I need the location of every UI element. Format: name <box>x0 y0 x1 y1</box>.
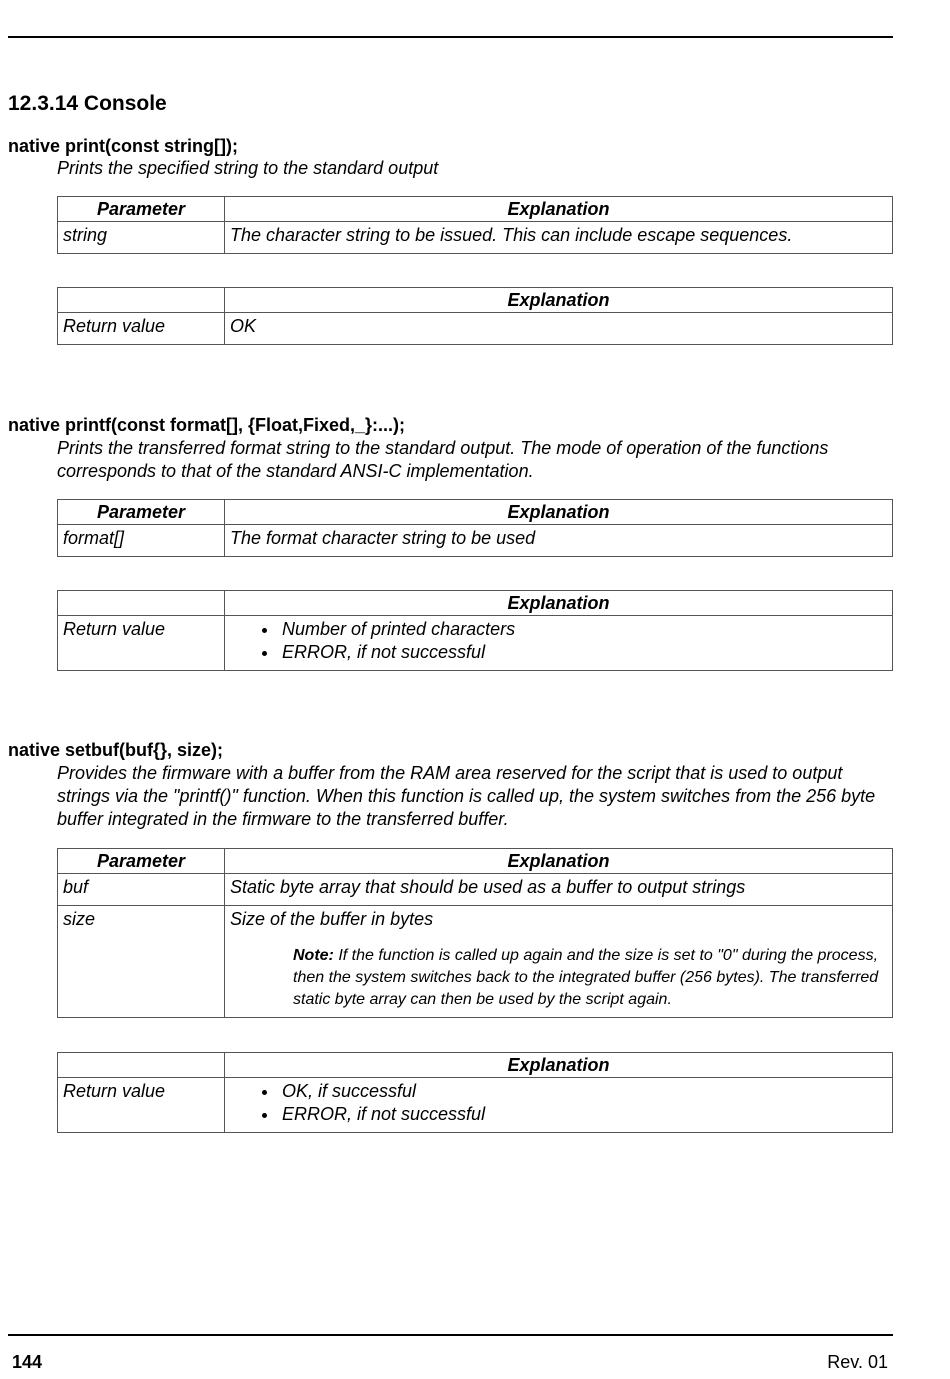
parameter-name: format[] <box>58 525 225 557</box>
explanation-column-header: Explanation <box>225 288 893 313</box>
function-description-printf: Prints the transferred format string to the standard output. The mode of operation of the functions corresponds to that of the standard ANSI-C implementation. <box>57 438 829 481</box>
function-signature-setbuf: native setbuf(buf{}, size); <box>8 740 224 760</box>
table-header-row <box>58 197 893 222</box>
page-number: 144 <box>12 1352 43 1372</box>
parameter-name: size <box>58 906 225 1018</box>
note-body: If the function is called up again and the size is set to "0" during the process, then the system switches back to the integrated buffer (256 bytes). The transferred static byte array can then be used by the script again. <box>293 947 879 1008</box>
list-item: OK, if successful <box>282 1080 887 1103</box>
function-description-print: Prints the specified string to the standard output <box>57 158 439 178</box>
parameter-name: string <box>58 222 225 254</box>
table-row <box>58 313 893 345</box>
return-table-setbuf <box>57 1052 893 1133</box>
table-row <box>58 906 893 1018</box>
return-value-label: Return value <box>58 313 225 345</box>
function-signature-printf: native printf(const format[], {Float,Fixed,_}:...); <box>8 415 406 435</box>
list-item: Number of printed characters <box>282 618 887 641</box>
return-value-label: Return value <box>58 616 225 671</box>
return-table-printf <box>57 590 893 671</box>
note-label: Note: <box>293 947 334 964</box>
list-item: ERROR, if not successful <box>282 641 887 664</box>
explanation-column-header: Explanation <box>225 591 893 616</box>
parameter-explanation: The character string to be issued. This can include escape sequences. <box>225 222 893 254</box>
return-value-text: OK <box>225 313 893 345</box>
function-signature-print: native print(const string[]); <box>8 136 238 156</box>
parameter-table-printf <box>57 499 893 557</box>
section-title: 12.3.14 Console <box>8 92 167 115</box>
list-item: ERROR, if not successful <box>282 1103 887 1126</box>
return-value-list <box>230 618 887 664</box>
return-value-list <box>230 1080 887 1126</box>
parameter-table-print <box>57 196 893 254</box>
return-table-print <box>57 287 893 345</box>
parameter-explanation: Static byte array that should be used as a buffer to output strings <box>225 874 893 906</box>
table-row <box>58 525 893 557</box>
header-rule <box>8 36 893 38</box>
blank-header-cell <box>58 591 225 616</box>
function-description-setbuf: Provides the firmware with a buffer from the RAM area reserved for the script that is used to output strings via the "printf()" function. When this function is called up, the system switches from the 256 byte buffer integrated in the firmware to the transferred buffer. <box>57 763 876 829</box>
blank-header-cell <box>58 288 225 313</box>
return-value-label: Return value <box>58 1078 225 1133</box>
explanation-column-header: Explanation <box>225 1053 893 1078</box>
footer-rule <box>8 1334 893 1336</box>
explanation-column-header: Explanation <box>225 197 893 222</box>
parameter-name: buf <box>58 874 225 906</box>
table-header-row <box>58 1053 893 1078</box>
revision-label: Rev. 01 <box>827 1352 888 1372</box>
table-header-row <box>58 500 893 525</box>
parameter-explanation: Size of the buffer in bytes <box>230 909 434 929</box>
table-row <box>58 616 893 671</box>
parameter-column-header: Parameter <box>58 500 225 525</box>
return-value-list-cell <box>225 616 893 671</box>
explanation-column-header: Explanation <box>225 849 893 874</box>
parameter-explanation: The format character string to be used <box>225 525 893 557</box>
table-header-row <box>58 849 893 874</box>
note-text <box>293 945 887 1011</box>
table-header-row <box>58 288 893 313</box>
parameter-table-setbuf <box>57 848 893 1018</box>
table-header-row <box>58 591 893 616</box>
blank-header-cell <box>58 1053 225 1078</box>
table-row <box>58 1078 893 1133</box>
parameter-column-header: Parameter <box>58 849 225 874</box>
return-value-list-cell <box>225 1078 893 1133</box>
table-row <box>58 222 893 254</box>
explanation-column-header: Explanation <box>225 500 893 525</box>
table-row <box>58 874 893 906</box>
parameter-explanation-cell <box>225 906 893 1018</box>
parameter-column-header: Parameter <box>58 197 225 222</box>
